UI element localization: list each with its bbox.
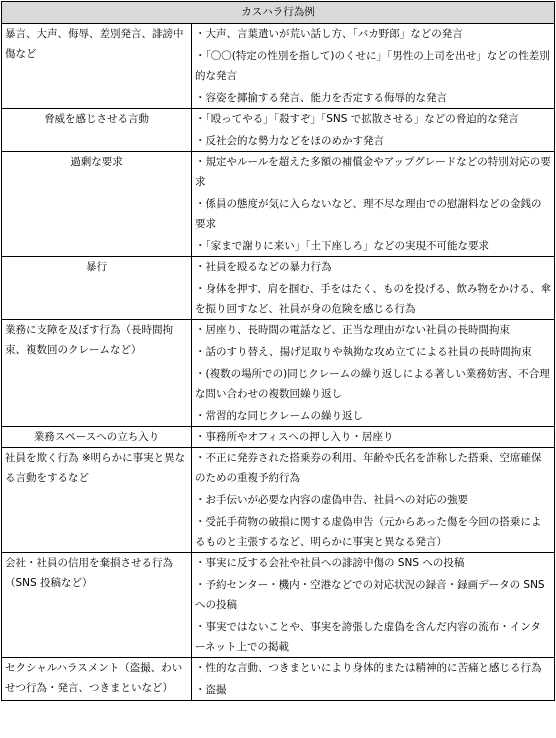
examples-cell [192,427,555,448]
category-cell: 脅威を感じさせる言動 [2,109,192,152]
category-cell: 社員を欺く行為 ※明らかに事実と異なる言動をするなど [2,448,192,553]
examples-cell [192,658,555,701]
table-row [2,448,555,553]
example-item: ・反社会的な勢力などをほのめかす発言 [195,135,384,147]
example-item: ・「殴ってやる」「殺すぞ」「SNS で拡散させる」などの脅迫的な発言 [195,113,519,125]
category-cell: 暴行 [2,257,192,320]
example-item: ・性的な言動、つきまといにより身体的または精神的に苦痛と感じる行為 [195,662,542,674]
examples-cell [192,448,555,553]
example-item: ・事実ではないことや、事実を誇張した虚偽を含んだ内容の流布・インターネット上での掲載 [195,621,541,653]
example-item: ・大声、言葉遣いが荒い話し方、「バカ野郎」などの発言 [195,28,463,40]
example-item: ・「家まで謝りに来い」「土下座しろ」などの実現不可能な要求 [195,240,489,252]
table-row [2,109,555,152]
table-row [2,152,555,257]
category-cell: セクシャルハラスメント（盗撮、わいせつ行為・発言、つきまといなど） [2,658,192,701]
example-item: ・予約センター・機内・空港などでの対応状況の録音・録画データの SNS への投稿 [195,579,545,611]
category-cell: 過剰な要求 [2,152,192,257]
example-item: ・社員を殴るなどの暴力行為 [195,261,332,273]
table-row [2,257,555,320]
table-row [2,320,555,427]
example-item: ・身体を押す、肩を掴む、手をはたく、ものを投げる、飲み物をかける、傘を振り回すなど、社員が身の危険を感じる行為 [195,283,551,315]
example-item: ・(複数の場所での)同じクレームの繰り返しによる著しい業務妨害、不合理な問い合わせの複数回繰り返し [195,368,550,400]
table-row [2,553,555,658]
table-title: カスハラ行為例 [2,2,555,24]
example-item: ・不正に発券された搭乗券の利用、年齢や氏名を詐称した搭乗、空席確保のための重複予約行為 [195,452,542,484]
category-cell: 暴言、大声、侮辱、差別発言、誹謗中傷など [2,24,192,109]
category-cell: 会社・社員の信用を棄損させる行為（SNS 投稿など） [2,553,192,658]
table-row [2,658,555,701]
example-item: ・「〇〇(特定の性別を指して)のくせに」「男性の上司を出せ」などの性差別的な発言 [195,50,550,82]
example-item: ・受託手荷物の破損に関する虚偽申告（元からあった傷を今回の搭乗によるものと主張するなど、明らかに事実と異なる発言） [195,516,542,548]
category-cell: 業務に支障を及ぼす行為（長時間拘束、複数回のクレームなど） [2,320,192,427]
example-item: ・居座り、長時間の電話など、正当な理由がない社員の長時間拘束 [195,324,510,336]
table-row [2,24,555,109]
example-item: ・規定やルールを超えた多額の補償金やアップグレードなどの特別対応の要求 [195,156,551,188]
example-item: ・事実に反する会社や社員への誹謗中傷の SNS への投稿 [195,557,465,569]
examples-cell [192,24,555,109]
customer-harassment-table [1,1,555,701]
example-item: ・盗撮 [195,684,227,696]
examples-cell [192,320,555,427]
example-item: ・係員の態度が気に入らないなど、理不尽な理由での慰謝料などの金銭の要求 [195,198,542,230]
example-item: ・話のすり替え、揚げ足取りや執拗な攻め立てによる社員の長時間拘束 [195,346,532,358]
examples-cell [192,152,555,257]
example-item: ・事務所やオフィスへの押し入り・居座り [195,431,394,443]
example-item: ・お手伝いが必要な内容の虚偽申告、社員への対応の強要 [195,494,468,506]
category-cell: 業務スペースへの立ち入り [2,427,192,448]
example-item: ・常習的な同じクレームの繰り返し [195,410,363,422]
examples-cell [192,109,555,152]
table-body [2,24,555,701]
example-item: ・容姿を揶揄する発言、能力を否定する侮辱的な発言 [195,92,447,104]
examples-cell [192,257,555,320]
table-header-row [2,2,555,24]
examples-cell [192,553,555,658]
table-row [2,427,555,448]
